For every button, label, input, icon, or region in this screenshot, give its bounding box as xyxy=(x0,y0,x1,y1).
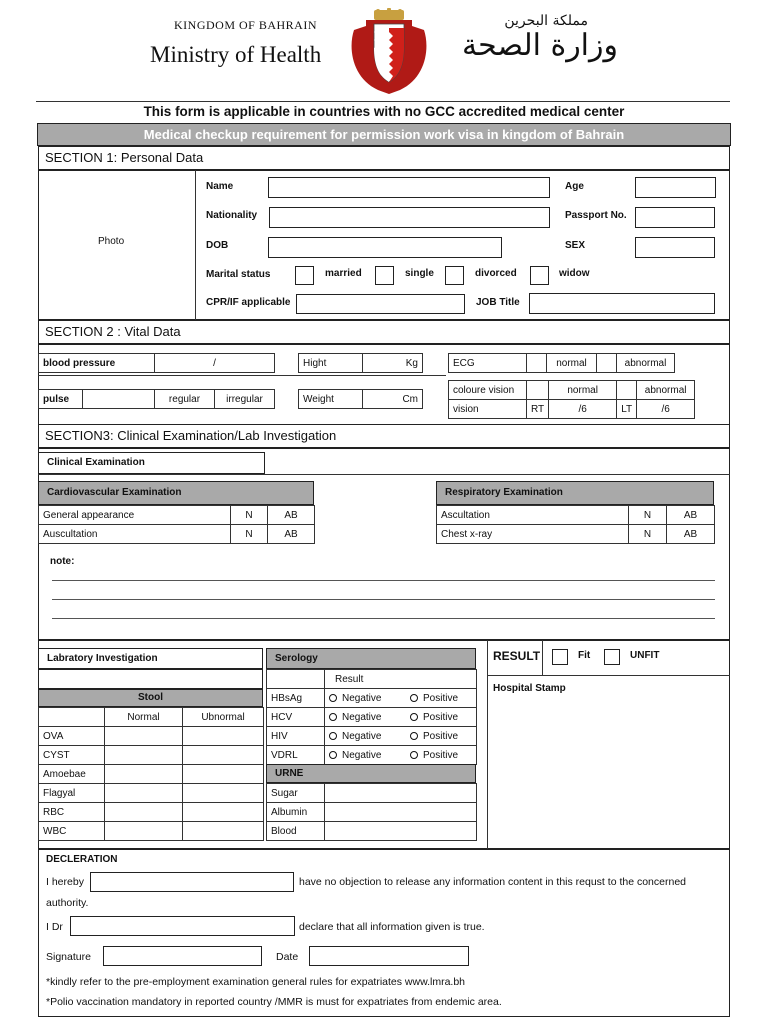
cpr-field[interactable] xyxy=(296,294,465,314)
resp-chest-n[interactable]: N xyxy=(629,525,667,544)
divorced-checkbox[interactable] xyxy=(445,266,464,285)
vision-lt-value[interactable]: /6 xyxy=(637,400,695,419)
widow-label: widow xyxy=(559,268,590,279)
age-field[interactable] xyxy=(635,177,716,198)
table-row xyxy=(39,746,264,765)
doctor-label: I Dr xyxy=(46,921,63,933)
serology-result-cell xyxy=(325,689,477,708)
ecg-row xyxy=(448,353,675,373)
weight-row xyxy=(298,389,423,409)
lab-spacer xyxy=(38,669,263,689)
positive-label: Positive xyxy=(423,711,459,723)
date-field[interactable] xyxy=(309,946,469,966)
section1-title: SECTION 1: Personal Data xyxy=(38,146,730,170)
stool-normal-cell[interactable] xyxy=(105,822,183,841)
cardio-header: Cardiovascular Examination xyxy=(38,481,314,505)
section3-title: SECTION3: Clinical Examination/Lab Investigation xyxy=(38,424,730,448)
colour-vision-label: coloure vision xyxy=(449,381,527,400)
form-banner: Medical checkup requirement for permission work visa in kingdom of Bahrain xyxy=(37,123,731,146)
stool-normal-cell[interactable] xyxy=(105,727,183,746)
urne-row-label: Albumin xyxy=(267,803,325,822)
resp-header: Respiratory Examination xyxy=(436,481,714,505)
unfit-label: UNFIT xyxy=(630,650,660,661)
table-row xyxy=(39,822,264,841)
bahrain-emblem-logo xyxy=(348,8,430,94)
resp-chest-ab[interactable]: AB xyxy=(667,525,715,544)
hereby-label: I hereby xyxy=(46,876,84,888)
colour-abnormal-box[interactable] xyxy=(617,381,637,400)
cardio-auscultation-label: Auscultation xyxy=(39,525,231,544)
resp-table xyxy=(436,505,715,544)
ecg-normal-label: normal xyxy=(547,354,597,373)
positive-radio[interactable] xyxy=(410,713,418,721)
pulse-irregular: irregular xyxy=(215,390,275,409)
stool-row-label: OVA xyxy=(39,727,105,746)
signature-label: Signature xyxy=(46,951,91,963)
serology-result-cell xyxy=(325,727,477,746)
date-label: Date xyxy=(276,951,299,963)
negative-radio[interactable] xyxy=(329,751,337,759)
stool-table xyxy=(38,707,264,841)
table-row xyxy=(39,803,264,822)
vision-label: vision xyxy=(449,400,527,419)
doctor-declare-text: declare that all information given is true. xyxy=(299,921,485,933)
serology-result-cell xyxy=(325,708,477,727)
sex-label: SEX xyxy=(565,240,586,251)
colour-normal-box[interactable] xyxy=(527,381,549,400)
table-row xyxy=(267,689,477,708)
table-row xyxy=(267,708,477,727)
single-label: single xyxy=(405,268,434,279)
resp-ascultation-ab[interactable]: AB xyxy=(667,506,715,525)
section2-title: SECTION 2 : Vital Data xyxy=(38,320,730,344)
negative-radio[interactable] xyxy=(329,694,337,702)
stool-row-label: Flagyal xyxy=(39,784,105,803)
doctor-name-field[interactable] xyxy=(70,916,295,936)
note-line[interactable] xyxy=(52,580,715,581)
table-row xyxy=(437,525,715,544)
declaration-title: DECLERATION xyxy=(46,854,118,865)
note-label: note: xyxy=(50,556,75,567)
serology-row-label: HIV xyxy=(267,727,325,746)
cardio-general-ab[interactable]: AB xyxy=(268,506,315,525)
stool-ubnormal-cell[interactable] xyxy=(183,727,264,746)
stool-ubnormal-cell[interactable] xyxy=(183,746,264,765)
authority-text: authority. xyxy=(46,897,89,909)
serology-row-label: HCV xyxy=(267,708,325,727)
negative-radio[interactable] xyxy=(329,732,337,740)
stool-normal-cell[interactable] xyxy=(105,765,183,784)
negative-label: Negative xyxy=(342,692,382,704)
colour-normal-label: normal xyxy=(549,381,617,400)
note-line[interactable] xyxy=(52,599,715,600)
urne-table xyxy=(266,783,477,841)
cpr-label: CPR/IF applicable xyxy=(206,297,291,308)
married-label: married xyxy=(325,268,362,279)
result-label: RESULT xyxy=(493,649,541,663)
serology-table xyxy=(266,669,477,765)
table-row xyxy=(39,727,264,746)
urne-header: URNE xyxy=(266,764,476,783)
positive-label: Positive xyxy=(423,749,459,761)
name-label: Name xyxy=(206,181,234,192)
clinical-exam-label: Clinical Examination xyxy=(38,452,265,474)
negative-radio[interactable] xyxy=(329,713,337,721)
married-checkbox[interactable] xyxy=(295,266,314,285)
cardio-auscultation-ab[interactable]: AB xyxy=(268,525,315,544)
positive-radio[interactable] xyxy=(410,732,418,740)
cardio-auscultation-n[interactable]: N xyxy=(231,525,268,544)
weight-field[interactable]: Cm xyxy=(363,390,423,409)
cardio-general-label: General appearance xyxy=(39,506,231,525)
table-row xyxy=(267,822,477,841)
rules-note: *kindly refer to the pre-employment examination general rules for expatriates www.lmra.bh xyxy=(46,976,466,988)
stool-row-label: WBC xyxy=(39,822,105,841)
positive-label: Positive xyxy=(423,692,459,704)
table-row xyxy=(267,803,477,822)
kingdom-title: KINGDOM OF BAHRAIN xyxy=(174,18,318,32)
stool-row-label: RBC xyxy=(39,803,105,822)
ecg-abnormal-label: abnormal xyxy=(617,354,675,373)
vision-lt-label: LT xyxy=(617,400,637,419)
table-row xyxy=(437,506,715,525)
serology-header: Serology xyxy=(266,648,476,669)
bp-field[interactable]: / xyxy=(155,354,275,373)
hereby-name-field[interactable] xyxy=(90,872,294,892)
urne-value-cell[interactable] xyxy=(325,803,477,822)
pulse-field[interactable] xyxy=(83,390,155,409)
table-row xyxy=(39,525,315,544)
stool-normal-cell[interactable] xyxy=(105,784,183,803)
pulse-regular: regular xyxy=(155,390,215,409)
urne-row-label: Blood xyxy=(267,822,325,841)
stool-blank-header xyxy=(39,708,105,727)
photo-label: Photo xyxy=(98,236,125,247)
widow-checkbox[interactable] xyxy=(530,266,549,285)
resp-ascultation-label: Ascultation xyxy=(437,506,629,525)
dob-label: DOB xyxy=(206,240,229,251)
stool-row-label: CYST xyxy=(39,746,105,765)
blood-pressure-row xyxy=(38,353,275,373)
age-label: Age xyxy=(565,181,584,192)
serology-row-label: HBsAg xyxy=(267,689,325,708)
resp-ascultation-n[interactable]: N xyxy=(629,506,667,525)
stool-ubnormal-cell[interactable] xyxy=(183,765,264,784)
height-field[interactable]: Kg xyxy=(363,354,423,373)
height-label: Hight xyxy=(299,354,363,373)
passport-field[interactable] xyxy=(635,207,715,228)
height-row xyxy=(298,353,423,373)
table-row xyxy=(267,727,477,746)
positive-radio[interactable] xyxy=(410,694,418,702)
arabic-ministry-title: مملكة البحرين وزارة الصحة xyxy=(462,13,618,64)
stool-header: Stool xyxy=(38,689,263,707)
stool-normal-cell[interactable] xyxy=(105,803,183,822)
urne-row-label: Sugar xyxy=(267,784,325,803)
urne-value-cell[interactable] xyxy=(325,822,477,841)
pulse-row xyxy=(38,389,275,409)
positive-radio[interactable] xyxy=(410,751,418,759)
serology-blank-header xyxy=(267,670,325,689)
pulse-label: pulse xyxy=(39,390,83,409)
table-row xyxy=(39,506,315,525)
serology-result-cell xyxy=(325,746,477,765)
negative-label: Negative xyxy=(342,749,382,761)
serology-row-label: VDRL xyxy=(267,746,325,765)
vision-rt-value[interactable]: /6 xyxy=(549,400,617,419)
weight-label: Weight xyxy=(299,390,363,409)
ministry-title: Ministry of Health xyxy=(150,42,322,67)
negative-label: Negative xyxy=(342,711,382,723)
lab-title: Labratory Investigation xyxy=(38,648,263,669)
vision-rt-label: RT xyxy=(527,400,549,419)
table-row xyxy=(39,784,264,803)
passport-label: Passport No. xyxy=(565,210,627,221)
hospital-stamp-label: Hospital Stamp xyxy=(493,683,566,694)
table-row xyxy=(267,746,477,765)
hereby-text: have no objection to release any information content in this requst to the concerned xyxy=(299,876,686,888)
marital-label: Marital status xyxy=(206,269,271,280)
job-field[interactable] xyxy=(529,293,715,314)
stool-ubnormal-cell[interactable] xyxy=(183,803,264,822)
positive-label: Positive xyxy=(423,730,459,742)
ecg-normal-box[interactable] xyxy=(527,354,547,373)
ecg-abnormal-box[interactable] xyxy=(597,354,617,373)
nationality-field[interactable] xyxy=(269,207,550,228)
signature-field[interactable] xyxy=(103,946,262,966)
name-field[interactable] xyxy=(268,177,550,198)
vision-table xyxy=(448,380,695,419)
negative-label: Negative xyxy=(342,730,382,742)
table-row xyxy=(267,784,477,803)
urne-value-cell[interactable] xyxy=(325,784,477,803)
form-notice: This form is applicable in countries with no GCC accredited medical center xyxy=(143,104,625,119)
dob-field[interactable] xyxy=(268,237,502,258)
stool-ubnormal-header: Ubnormal xyxy=(183,708,264,727)
colour-abnormal-label: abnormal xyxy=(637,381,695,400)
stool-ubnormal-cell[interactable] xyxy=(183,784,264,803)
stool-normal-header: Normal xyxy=(105,708,183,727)
stool-normal-cell[interactable] xyxy=(105,746,183,765)
clinical-panel xyxy=(38,448,730,640)
job-label: JOB Title xyxy=(476,297,520,308)
unfit-checkbox[interactable] xyxy=(604,649,620,665)
cardio-general-n[interactable]: N xyxy=(231,506,268,525)
polio-note: *Polio vaccination mandatory in reported country /MMR is must for expatriates from endemic area. xyxy=(46,996,502,1008)
stool-row-label: Amoebae xyxy=(39,765,105,784)
single-checkbox[interactable] xyxy=(375,266,394,285)
fit-label: Fit xyxy=(578,650,591,661)
table-row xyxy=(39,765,264,784)
cardio-table xyxy=(38,505,315,544)
note-line[interactable] xyxy=(52,618,715,619)
stool-ubnormal-cell[interactable] xyxy=(183,822,264,841)
ecg-label: ECG xyxy=(449,354,527,373)
fit-checkbox[interactable] xyxy=(552,649,568,665)
sex-field[interactable] xyxy=(635,237,715,258)
resp-chest-label: Chest x-ray xyxy=(437,525,629,544)
nationality-label: Nationality xyxy=(206,210,258,221)
bp-label: blood pressure xyxy=(39,354,155,373)
divorced-label: divorced xyxy=(475,268,517,279)
serology-result-header: Result xyxy=(325,670,477,689)
